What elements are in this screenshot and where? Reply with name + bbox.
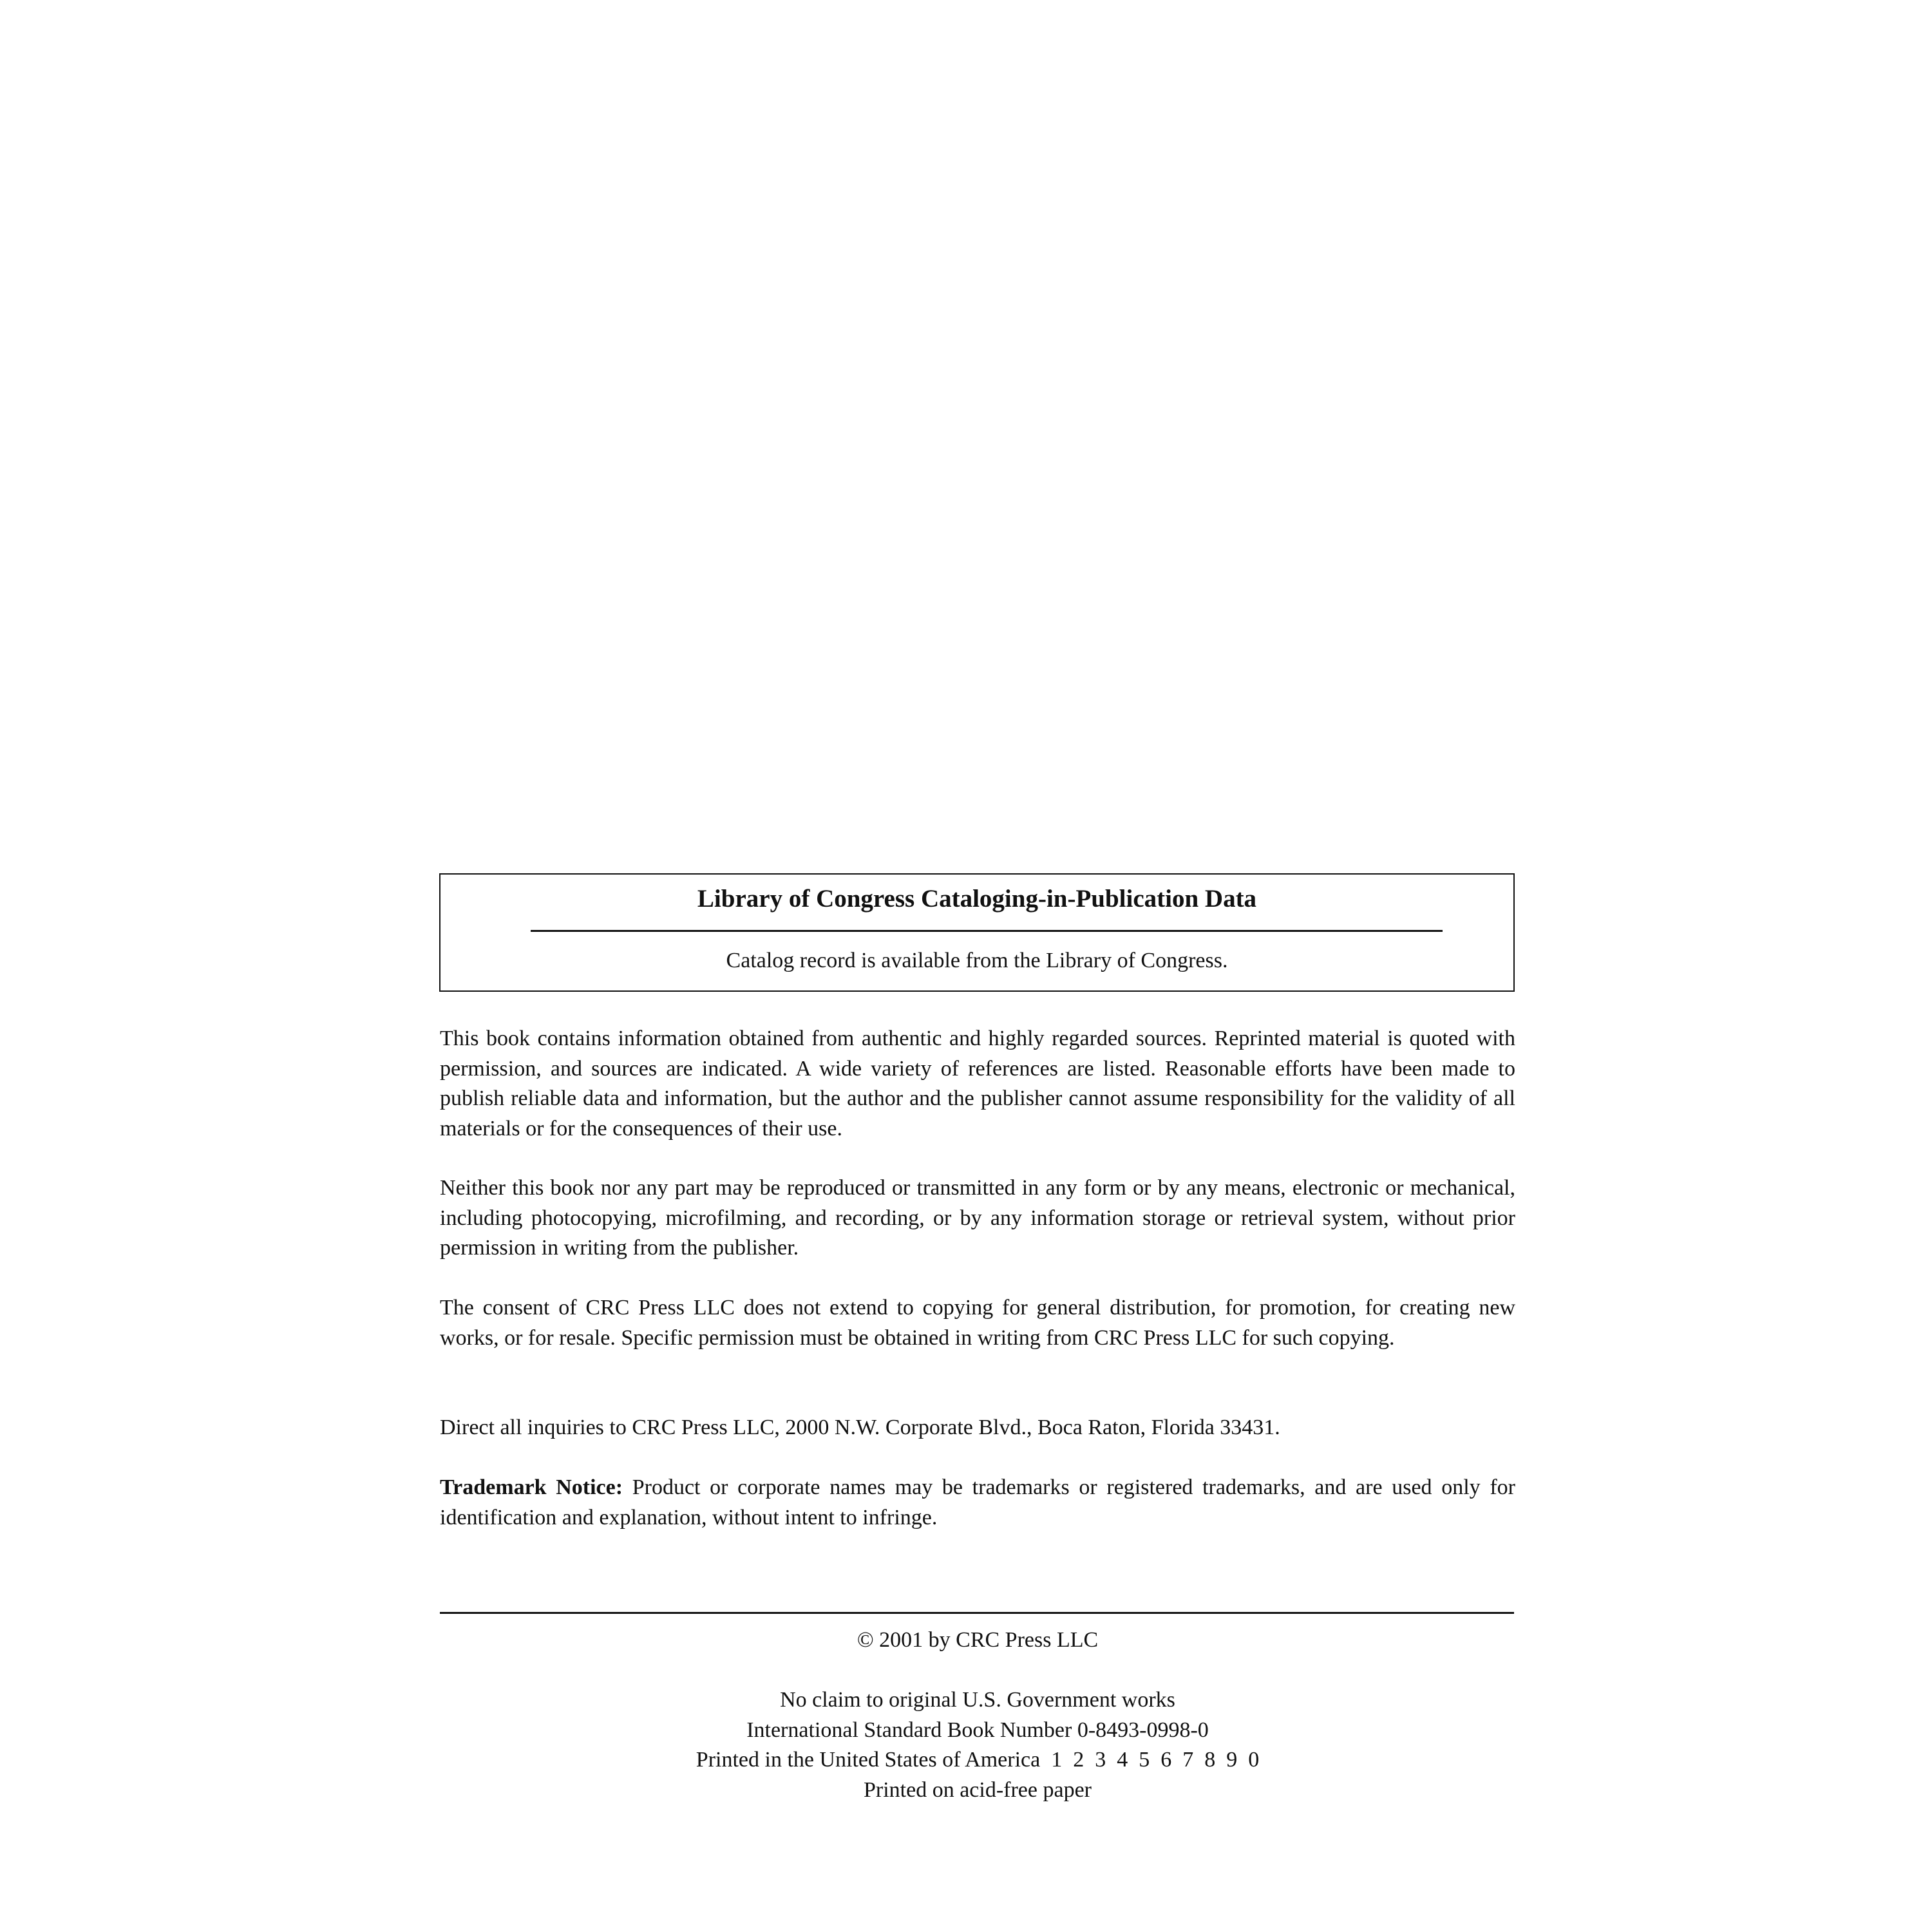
sources-paragraph: This book contains information obtained from authentic and highly regarded sources. Reprinted material is quoted with permission, and sources are indicated. A wide variety of references are listed. Reasonable efforts have been made to publish reliable data and information, but the author and the publisher cannot assume responsibility for the validity of all materials or for the consequences of their use. [440, 1027, 1515, 1141]
footer-divider [440, 1612, 1514, 1614]
publication-info [440, 1685, 1515, 1805]
trademark-lead: Trademark Notice: [440, 1475, 623, 1499]
copyright-line: © 2001 by CRC Press LLC [857, 1628, 1099, 1652]
printed-in-line: Printed in the United States of America 1 2 3 4 5 6 7 8 9 0 [696, 1748, 1260, 1772]
paper-line: Printed on acid-free paper [864, 1777, 1092, 1802]
cip-data-box [439, 873, 1515, 992]
government-works-line: No claim to original U.S. Government works [780, 1688, 1175, 1712]
cip-title: Library of Congress Cataloging-in-Publication Data [697, 885, 1257, 913]
trademark-paragraph [440, 1473, 1515, 1533]
cip-divider [531, 930, 1443, 932]
inquiries-paragraph: Direct all inquiries to CRC Press LLC, 2000 N.W. Corporate Blvd., Boca Raton, Florida 33431. [440, 1416, 1280, 1439]
reproduction-paragraph: Neither this book nor any part may be reproduced or transmitted in any form or by any means, electronic or mechanical, including photocopying, microfilming, and recording, or by any information storage or retrieval system, without prior permission in writing from the publisher. [440, 1176, 1515, 1260]
isbn-line: International Standard Book Number 0-8493-0998-0 [746, 1718, 1209, 1742]
consent-paragraph: The consent of CRC Press LLC does not extend to copying for general distribution, for promotion, for creating new works, or for resale. Specific permission must be obtained in writing from CRC Press LLC for such copying. [440, 1296, 1515, 1350]
trademark-body: Product or corporate names may be trademarks or registered trademarks, and are used only for identification and explanation, without intent to infringe. [440, 1475, 1515, 1530]
cip-note: Catalog record is available from the Library of Congress. [726, 949, 1228, 972]
